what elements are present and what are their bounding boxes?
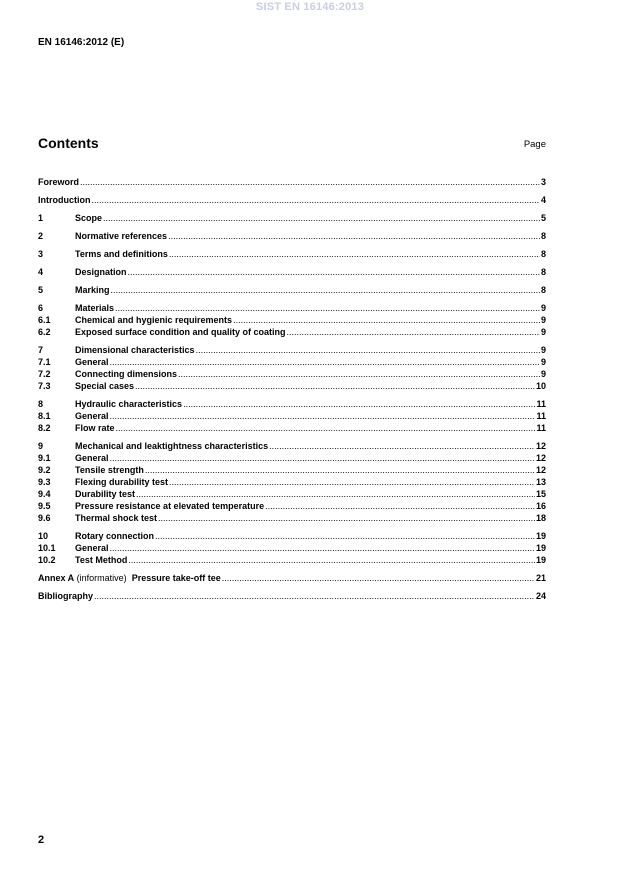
toc-entry-page: 16 <box>535 501 546 511</box>
toc-entry[interactable] <box>38 176 546 188</box>
toc-entry-title: Mechanical and leaktightness characteristics <box>75 441 269 451</box>
toc-dot-leader <box>128 554 535 566</box>
toc-entry-title: Connecting dimensions <box>75 369 178 379</box>
toc-entry-title: Rotary connection <box>75 531 155 541</box>
toc-entry-page: 11 <box>536 411 546 421</box>
toc-entry-number: 9.1 <box>38 453 51 463</box>
toc-entry-page: 12 <box>535 441 546 451</box>
toc-entry-number: 5 <box>38 285 44 295</box>
toc-dot-leader <box>169 248 540 260</box>
toc-entry[interactable] <box>38 344 546 356</box>
toc-entry[interactable] <box>38 500 546 512</box>
toc-entry-title: General <box>75 411 109 421</box>
toc-entry-number: 6 <box>38 303 44 313</box>
toc-entry-number: 7 <box>38 345 44 355</box>
toc-entry[interactable] <box>38 542 546 554</box>
toc-entry-page: 9 <box>540 327 546 337</box>
toc-entry-page: 9 <box>540 357 546 367</box>
toc-entry-page: 15 <box>535 489 546 499</box>
toc-dot-leader <box>110 356 540 368</box>
toc-entry-page: 19 <box>535 543 546 553</box>
toc-entry-title: General <box>75 543 109 553</box>
toc-entry[interactable] <box>38 356 546 368</box>
toc-entry[interactable] <box>38 530 546 542</box>
toc-entry-number: 9.6 <box>38 513 51 523</box>
toc-dot-leader <box>233 314 540 326</box>
toc-entry-number: 1 <box>38 213 44 223</box>
toc-entry[interactable] <box>38 194 546 206</box>
toc-dot-leader <box>169 476 535 488</box>
toc-entry-number: 3 <box>38 249 44 259</box>
watermark: SIST EN 16146:2013 <box>255 1 365 13</box>
toc-dot-leader <box>196 344 540 356</box>
toc-entry-title: Hydraulic characteristics <box>75 399 183 409</box>
toc-dot-leader <box>155 530 535 542</box>
toc-dot-leader <box>94 590 535 602</box>
toc-entry[interactable] <box>38 284 546 296</box>
contents-title: Contents <box>38 135 99 151</box>
toc-entry-page: 9 <box>540 315 546 325</box>
toc-entry-page: 13 <box>535 477 546 487</box>
toc-entry-number: 9.3 <box>38 477 51 487</box>
toc-entry-page: 21 <box>535 573 546 583</box>
toc-dot-leader <box>145 464 535 476</box>
toc-dot-leader <box>110 452 535 464</box>
toc-entry-title: Thermal shock test <box>75 513 158 523</box>
toc-dot-leader <box>110 542 535 554</box>
toc-entry[interactable] <box>38 422 546 434</box>
toc-dot-leader <box>128 266 540 278</box>
toc-dot-leader <box>183 398 535 410</box>
toc-entry-page: 5 <box>540 213 546 223</box>
toc-entry-number: 9.4 <box>38 489 51 499</box>
toc-entry-page: 24 <box>535 591 546 601</box>
toc-entry[interactable] <box>38 326 546 338</box>
toc-entry[interactable] <box>38 554 546 566</box>
toc-entry-page: 8 <box>540 285 546 295</box>
toc-entry-number: 9 <box>38 441 44 451</box>
toc-entry-page: 12 <box>535 453 546 463</box>
toc-dot-leader <box>111 284 540 296</box>
toc-dot-leader <box>269 440 535 452</box>
toc-entry-page: 11 <box>536 423 546 433</box>
toc-dot-leader <box>80 176 540 188</box>
toc-entry-title: Introduction <box>38 195 91 205</box>
toc-entry-number: 9.2 <box>38 465 51 475</box>
toc-entry-number: 10.2 <box>38 555 56 565</box>
toc-entry-page: 19 <box>535 555 546 565</box>
toc-entry-number: 6.1 <box>38 315 51 325</box>
toc-entry-page: 8 <box>540 249 546 259</box>
toc-entry-number: 8 <box>38 399 44 409</box>
toc-entry-page: 19 <box>535 531 546 541</box>
toc-dot-leader <box>136 488 535 500</box>
toc-dot-leader <box>178 368 540 380</box>
toc-dot-leader <box>168 230 540 242</box>
toc-entry-number: 7.2 <box>38 369 51 379</box>
toc-entry[interactable] <box>38 266 546 278</box>
page-number: 2 <box>38 834 45 846</box>
toc-entry-number: 10 <box>38 531 49 541</box>
toc-entry[interactable] <box>38 212 546 224</box>
toc-entry-number: 4 <box>38 267 44 277</box>
toc-entry-title: Flow rate <box>75 423 115 433</box>
toc-entry-title: Pressure resistance at elevated temperature <box>75 501 265 511</box>
toc-entry[interactable] <box>38 248 546 260</box>
toc-entry-number: 7.3 <box>38 381 51 391</box>
toc-dot-leader <box>103 212 540 224</box>
toc-entry-title: Tensile strength <box>75 465 144 475</box>
toc-entry-title: Exposed surface condition and quality of coating <box>75 327 286 337</box>
toc-dot-leader <box>116 422 536 434</box>
toc-entry-title: Chemical and hygienic requirements <box>75 315 233 325</box>
toc-entry-annex-note: (informative) <box>74 573 132 583</box>
toc-entry-annex-title: Pressure take-off tee <box>131 573 221 583</box>
toc-entry-title: Foreword <box>38 177 80 187</box>
toc-dot-leader <box>110 410 536 422</box>
page-column-label: Page <box>523 139 546 150</box>
toc-entry-title: General <box>75 453 109 463</box>
toc-dot-leader <box>115 302 540 314</box>
table-of-contents <box>38 176 546 602</box>
toc-entry-title: Normative references <box>75 231 168 241</box>
toc-entry-page: 11 <box>536 399 546 409</box>
toc-entry-title: Special cases <box>75 381 135 391</box>
toc-entry-number: 6.2 <box>38 327 51 337</box>
toc-entry-number: 2 <box>38 231 44 241</box>
toc-dot-leader <box>135 380 535 392</box>
toc-dot-leader <box>287 326 540 338</box>
toc-entry-number: 7.1 <box>38 357 51 367</box>
toc-entry[interactable] <box>38 452 546 464</box>
toc-entry[interactable] <box>38 230 546 242</box>
toc-entry-page: 18 <box>535 513 546 523</box>
toc-entry-title: General <box>75 357 109 367</box>
toc-entry-title: Scope <box>75 213 103 223</box>
toc-dot-leader <box>265 500 535 512</box>
toc-entry[interactable] <box>38 464 546 476</box>
toc-entry-page: 9 <box>540 369 546 379</box>
toc-entry-title: Designation <box>75 267 127 277</box>
toc-entry[interactable] <box>38 314 546 326</box>
toc-entry-title: Annex A <box>38 573 75 583</box>
toc-entry[interactable] <box>38 590 546 602</box>
toc-entry-page: 3 <box>540 177 546 187</box>
toc-entry-page: 12 <box>535 465 546 475</box>
toc-entry-number: 9.5 <box>38 501 51 511</box>
toc-entry[interactable] <box>38 368 546 380</box>
toc-entry-number: 10.1 <box>38 543 56 553</box>
toc-entry-page: 9 <box>540 345 546 355</box>
toc-entry[interactable] <box>38 440 546 452</box>
toc-entry-title: Test Method <box>75 555 128 565</box>
toc-entry-title: Terms and definitions <box>75 249 168 259</box>
toc-entry-title: Marking <box>75 285 110 295</box>
toc-entry-page: 10 <box>535 381 546 391</box>
toc-entry-page: 4 <box>540 195 546 205</box>
toc-entry[interactable] <box>38 488 546 500</box>
toc-entry[interactable] <box>38 572 546 584</box>
toc-dot-leader <box>222 572 535 584</box>
toc-entry-title: Materials <box>75 303 115 313</box>
toc-entry-number: 8.2 <box>38 423 51 433</box>
toc-entry[interactable] <box>38 302 546 314</box>
toc-entry-title: Dimensional characteristics <box>75 345 195 355</box>
toc-entry-page: 8 <box>540 231 546 241</box>
toc-dot-leader <box>92 194 540 206</box>
toc-entry-page: 9 <box>540 303 546 313</box>
toc-entry-title: Bibliography <box>38 591 94 601</box>
toc-entry[interactable] <box>38 398 546 410</box>
toc-entry-number: 8.1 <box>38 411 51 421</box>
toc-dot-leader <box>158 512 535 524</box>
toc-entry[interactable] <box>38 512 546 524</box>
document-id: EN 16146:2012 (E) <box>38 37 125 48</box>
toc-entry-page: 8 <box>540 267 546 277</box>
toc-entry[interactable] <box>38 476 546 488</box>
toc-entry-title: Flexing durability test <box>75 477 169 487</box>
toc-entry-title: Durability test <box>75 489 136 499</box>
toc-entry[interactable] <box>38 380 546 392</box>
toc-entry[interactable] <box>38 410 546 422</box>
